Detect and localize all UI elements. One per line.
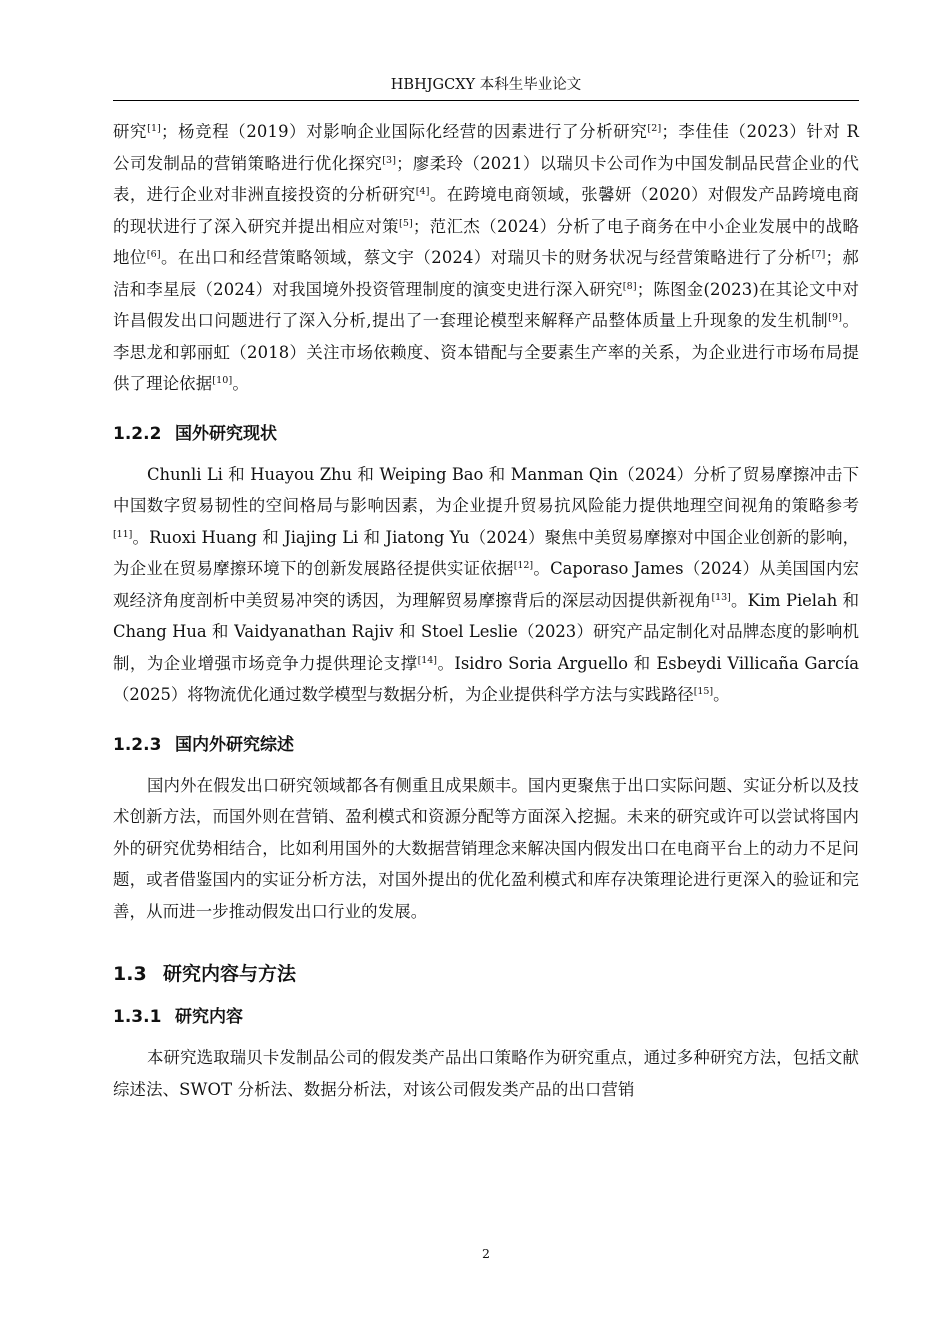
review-paragraph: 国内外在假发出口研究领域都各有侧重且成果颇丰。国内更聚焦于出口实际问题、实证分析以及技术创新方法，而国外则在营销、盈利模式和资源分配等方面深入挖掘。未来的研究或许可以尝试将国内外的研究优势相结合，比如利用国外的大数据营销理念来解决国内假发出口在电商平台上的动力不足问题，或者借鉴国内的实证分析方法，对国外提出的优化盈利模式和库存决策理论进行更深入的验证和完善，从而进一步推动假发出口行业的发展。 <box>113 775 859 921</box>
section-number: 1.3.1 <box>113 1007 162 1027</box>
foreign-research-paragraph: Chunli Li 和 Huayou Zhu 和 Weiping Bao 和 Manman Qin（2024）分析了贸易摩擦冲击下中国数字贸易韧性的空间格局与影响因素，为企业提升贸易抗风险能力提供地理空间视角的策略参考[11]。Ruoxi Huang 和 Jiajing Li 和 Jiatong Yu（2024）聚焦中美贸易摩擦对中国企业创新的影响，为企业在贸易摩擦环境下的创新发展路径提供实证依据[12]。Caporaso James（2024）从美国国内宏观经济角度剖析中美贸易冲突的诱因，为理解贸易摩擦背后的深层动因提供新视角[13]。Kim Pielah 和 Chang Hua 和 Vaidyanathan Rajiv 和 Stoel Leslie（2023）研究产品定制化对品牌态度的影响机制，为企业增强市场竞争力提供理论支撑[14]。Isidro Soria Arguello 和 Esbeydi Villicaña García（2025）将物流优化通过数学模型与数据分析，为企业提供科学方法与实践路径[15]。 <box>113 464 860 704</box>
header-rule <box>113 100 859 101</box>
citation-marker: [9] <box>828 312 843 323</box>
section-heading-1-3-1 <box>113 1004 859 1030</box>
section-heading-1-2-3 <box>113 732 859 758</box>
section-title: 研究内容 <box>175 1007 243 1027</box>
page-number: 2 <box>482 1246 490 1261</box>
section-title: 国外研究现状 <box>175 423 277 444</box>
section-heading-1-3 <box>113 960 859 988</box>
citation-marker: [12] <box>513 560 534 571</box>
citation-marker: [14] <box>417 654 437 666</box>
citation-marker: [8] <box>622 280 637 292</box>
citation-marker: [3] <box>382 154 397 166</box>
citation-marker: [10] <box>212 375 233 386</box>
section-title: 国内外研究综述 <box>175 734 294 755</box>
section-title: 研究内容与方法 <box>163 963 297 985</box>
citation-marker: [15] <box>693 686 714 697</box>
intro-paragraph: 研究[1]；杨竞程（2019）对影响企业国际化经营的因素进行了分析研究[2]；李佳佳（2023）针对 R 公司发制品的营销策略进行优化探究[3]；廖柔玲（2021）以瑞贝卡公司作为中国发制品民营企业的代表，进行企业对非洲直接投资的分析研究[4]。在跨境电商领域，张馨妍（2020）对假发产品跨境电商的现状进行了深入研究并提出相应对策[5]；范汇杰（2024）分析了电子商务在中小企业发展中的战略地位[6]。在出口和经营策略领域，蔡文宇（2024）对瑞贝卡的财务状况与经营策略进行了分析[7]；郝洁和李星辰（2024）对我国境外投资管理制度的演变史进行深入研究[8]；陈图金(2023)在其论文中对许昌假发出口问题进行了深入分析,提出了一套理论模型来解释产品整体质量上升现象的发生机制[9]。李思龙和郭丽虹（2018）关注市场依赖度、资本错配与全要素生产率的关系，为企业进行市场布局提供了理论依据[10]。 <box>113 122 860 393</box>
citation-marker: [7] <box>811 249 826 260</box>
citation-marker: [2] <box>647 123 662 134</box>
citation-marker: [6] <box>146 249 161 260</box>
citation-marker: [11] <box>113 528 133 540</box>
section-number: 1.3 <box>113 963 147 985</box>
citation-marker: [5] <box>399 217 413 229</box>
section-number: 1.2.3 <box>113 734 162 755</box>
page-content <box>113 116 859 1105</box>
section-heading-1-2-2 <box>113 421 859 447</box>
citation-marker: [4] <box>415 186 430 197</box>
section-number: 1.2.2 <box>113 423 162 444</box>
citation-marker: [13] <box>711 591 731 603</box>
running-header: HBHJGCXY 本科生毕业论文 <box>390 77 582 93</box>
research-content-paragraph: 本研究选取瑞贝卡发制品公司的假发类产品出口策略作为研究重点，通过多种研究方法，包括文献综述法、SWOT 分析法、数据分析法，对该公司假发类产品的出口营销 <box>113 1048 859 1099</box>
citation-marker: [1] <box>147 123 162 134</box>
